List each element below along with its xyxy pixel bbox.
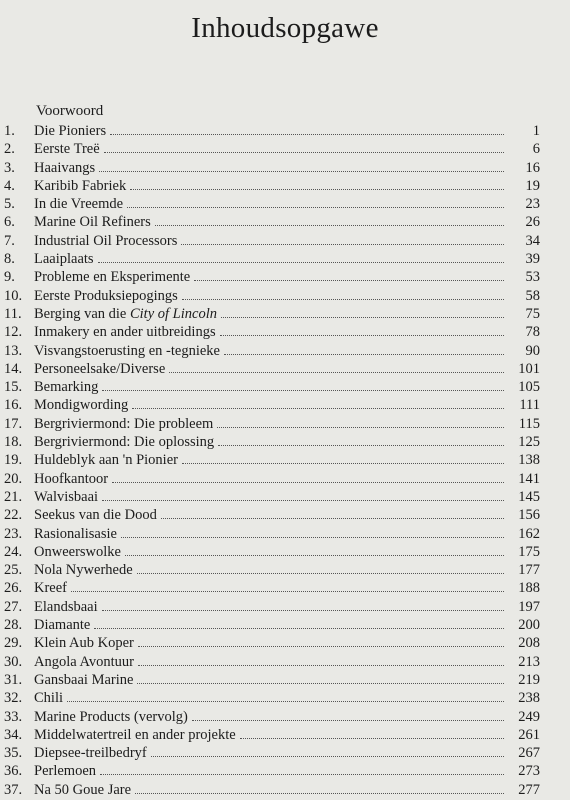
- chapter-title: Nola Nywerhede: [34, 562, 133, 579]
- chapter-number: 10.: [4, 287, 23, 304]
- toc-entry: [4, 634, 540, 652]
- dot-leader: [218, 444, 504, 446]
- toc-entry: [4, 342, 540, 360]
- chapter-number: 1.: [4, 123, 15, 139]
- chapter-title: Huldeblyk aan 'n Pionier: [34, 452, 178, 469]
- dot-leader: [112, 481, 504, 483]
- page-number: 175: [518, 543, 540, 560]
- page-number: 6: [532, 141, 540, 158]
- page-number: 90: [525, 342, 540, 359]
- chapter-title: Kreef: [34, 580, 68, 597]
- chapter-title: Karibib Fabriek: [34, 177, 127, 194]
- table-of-contents: [4, 122, 540, 799]
- chapter-title: Diepsee-treilbedryf: [34, 745, 147, 762]
- chapter-title: Seekus van die Dood: [34, 507, 157, 524]
- dot-leader: [102, 609, 504, 611]
- chapter-title: Laaiplaats: [34, 251, 94, 268]
- dot-leader: [220, 334, 504, 336]
- dot-leader: [67, 700, 504, 702]
- dot-leader: [169, 371, 504, 373]
- chapter-number: 26.: [4, 580, 23, 597]
- dot-leader: [104, 151, 504, 153]
- dot-leader: [217, 426, 504, 428]
- chapter-number: 36.: [4, 763, 23, 780]
- page-number: 249: [518, 708, 540, 725]
- toc-entry: [4, 305, 540, 323]
- toc-entry: [4, 470, 540, 488]
- toc-entry: [4, 744, 540, 762]
- chapter-number: 4.: [4, 177, 15, 194]
- dot-leader: [102, 389, 504, 391]
- chapter-number: 17.: [4, 415, 23, 432]
- page-number: 111: [519, 397, 540, 414]
- toc-entry: [4, 762, 540, 780]
- chapter-number: 9.: [4, 269, 15, 286]
- toc-entry: [4, 415, 540, 433]
- toc-entry: [4, 250, 540, 268]
- chapter-title: Haaivangs: [34, 159, 96, 176]
- page-number: 197: [518, 598, 540, 615]
- chapter-title: Chili: [34, 690, 64, 707]
- toc-entry: [4, 488, 540, 506]
- chapter-number: 3.: [4, 159, 15, 176]
- toc-entry: [4, 268, 540, 286]
- toc-entry: [4, 360, 540, 378]
- dot-leader: [127, 206, 504, 208]
- dot-leader: [182, 462, 504, 464]
- toc-entry: [4, 195, 540, 213]
- chapter-title: Angola Avontuur: [34, 653, 135, 670]
- page-number: 200: [518, 617, 540, 634]
- page-number: 277: [518, 781, 540, 798]
- toc-entry: [4, 451, 540, 469]
- toc-entry: [4, 598, 540, 616]
- toc-entry: [4, 378, 540, 396]
- chapter-number: 29.: [4, 635, 23, 652]
- chapter-number: 12.: [4, 324, 23, 341]
- chapter-title: Eerste Treë: [34, 141, 100, 158]
- chapter-title: Eerste Produksiepogings: [34, 287, 178, 304]
- dot-leader: [110, 133, 504, 135]
- chapter-number: 31.: [4, 671, 23, 688]
- toc-entry: [4, 122, 540, 140]
- dot-leader: [181, 243, 504, 245]
- toc-entry: [4, 671, 540, 689]
- chapter-title: Marine Products (vervolg): [34, 708, 188, 725]
- chapter-title: Berging van die City of Lincoln: [34, 305, 217, 322]
- dot-leader: [135, 792, 504, 794]
- chapter-title: Visvangstoerusting en -tegnieke: [34, 342, 220, 359]
- toc-entry: [4, 213, 540, 231]
- dot-leader: [130, 188, 504, 190]
- dot-leader: [102, 499, 504, 501]
- chapter-number: 33.: [4, 708, 23, 725]
- chapter-title: Klein Aub Koper: [34, 635, 134, 652]
- chapter-number: 34.: [4, 726, 23, 743]
- chapter-title: Probleme en Eksperimente: [34, 269, 191, 286]
- chapter-title: Bergriviermond: Die probleem: [34, 415, 214, 432]
- chapter-number: 37.: [4, 781, 23, 798]
- page-number: 145: [518, 488, 540, 505]
- dot-leader: [98, 261, 504, 263]
- chapter-title: Die Pioniers: [34, 123, 107, 139]
- dot-leader: [71, 590, 504, 592]
- page-number: 16: [525, 159, 540, 176]
- dot-leader: [221, 316, 504, 318]
- dot-leader: [99, 170, 504, 172]
- page-number: 219: [518, 671, 540, 688]
- chapter-title: In die Vreemde: [34, 196, 124, 213]
- page-number: 75: [525, 305, 540, 322]
- toc-entry: [4, 543, 540, 561]
- dot-leader: [161, 517, 504, 519]
- chapter-number: 27.: [4, 598, 23, 615]
- page-number: 188: [518, 580, 540, 597]
- page-number: 162: [518, 525, 540, 542]
- chapter-title: Hoofkantoor: [34, 470, 109, 487]
- dot-leader: [137, 682, 504, 684]
- chapter-title: Inmakery en ander uitbreidings: [34, 324, 216, 341]
- chapter-number: 6.: [4, 214, 15, 231]
- page-number: 177: [518, 562, 540, 579]
- chapter-number: 30.: [4, 653, 23, 670]
- toc-entry: [4, 323, 540, 341]
- chapter-title: Diamante: [34, 617, 91, 634]
- chapter-title: Walvisbaai: [34, 488, 99, 505]
- dot-leader: [125, 554, 504, 556]
- page-number: 23: [525, 196, 540, 213]
- dot-leader: [182, 298, 504, 300]
- chapter-title: Gansbaai Marine: [34, 671, 134, 688]
- page-number: 78: [525, 324, 540, 341]
- toc-entry: [4, 689, 540, 707]
- chapter-number: 2.: [4, 141, 15, 158]
- chapter-number: 15.: [4, 379, 23, 396]
- page-number: 141: [518, 470, 540, 487]
- dot-leader: [132, 407, 504, 409]
- chapter-number: 13.: [4, 342, 23, 359]
- page-title: Inhoudsopgawe: [191, 12, 379, 44]
- page-number: 125: [518, 434, 540, 451]
- chapter-title: Rasionalisasie: [34, 525, 117, 542]
- toc-entry: [4, 287, 540, 305]
- chapter-title: Onweerswolke: [34, 543, 121, 560]
- chapter-title: Marine Oil Refiners: [34, 214, 151, 231]
- chapter-number: 25.: [4, 562, 23, 579]
- page-number: 39: [525, 251, 540, 268]
- dot-leader: [137, 572, 504, 574]
- page-number: 208: [518, 635, 540, 652]
- toc-entry: [4, 506, 540, 524]
- chapter-number: 18.: [4, 434, 23, 451]
- toc-entry: [4, 616, 540, 634]
- page-number: 261: [518, 726, 540, 743]
- chapter-number: 32.: [4, 690, 23, 707]
- toc-entry: [4, 561, 540, 579]
- preface-entry: Voorwoord: [36, 103, 104, 119]
- toc-entry: [4, 781, 540, 799]
- page-number: 58: [525, 287, 540, 304]
- toc-entry: [4, 726, 540, 744]
- chapter-title: Bemarking: [34, 379, 99, 396]
- dot-leader: [240, 737, 504, 739]
- chapter-number: 35.: [4, 745, 23, 762]
- chapter-title: Elandsbaai: [34, 598, 98, 615]
- chapter-title: Industrial Oil Processors: [34, 232, 178, 249]
- page-number: 53: [525, 269, 540, 286]
- page-number: 19: [525, 177, 540, 194]
- page-number: 115: [518, 415, 540, 432]
- dot-leader: [151, 755, 504, 757]
- page-number: 267: [518, 745, 540, 762]
- page-number: 1: [532, 123, 540, 139]
- chapter-number: 24.: [4, 543, 23, 560]
- toc-entry: [4, 433, 540, 451]
- page-number: 26: [525, 214, 540, 231]
- toc-entry: [4, 177, 540, 195]
- page-number: 101: [518, 360, 540, 377]
- chapter-number: 19.: [4, 452, 23, 469]
- chapter-number: 7.: [4, 232, 15, 249]
- dot-leader: [138, 664, 504, 666]
- toc-entry: [4, 653, 540, 671]
- chapter-number: 5.: [4, 196, 15, 213]
- page-number: 156: [518, 507, 540, 524]
- chapter-title: Na 50 Goue Jare: [34, 781, 132, 798]
- dot-leader: [192, 719, 504, 721]
- dot-leader: [121, 536, 504, 538]
- toc-entry: [4, 579, 540, 597]
- dot-leader: [138, 645, 504, 647]
- toc-entry: [4, 396, 540, 414]
- chapter-number: 14.: [4, 360, 23, 377]
- toc-entry: [4, 159, 540, 177]
- ship-name: City of Lincoln: [129, 305, 217, 322]
- toc-entry: [4, 708, 540, 726]
- toc-entry: [4, 232, 540, 250]
- chapter-number: 22.: [4, 507, 23, 524]
- dot-leader: [94, 627, 504, 629]
- dot-leader: [194, 279, 504, 281]
- chapter-title: Bergriviermond: Die oplossing: [34, 434, 215, 451]
- chapter-title: Mondigwording: [34, 397, 129, 414]
- chapter-title: Middelwatertreil en ander projekte: [34, 726, 236, 743]
- page-number: 213: [518, 653, 540, 670]
- chapter-number: 23.: [4, 525, 23, 542]
- chapter-number: 16.: [4, 397, 23, 414]
- chapter-title: Perlemoen: [34, 763, 97, 780]
- page-number: 34: [525, 232, 540, 249]
- chapter-number: 28.: [4, 617, 23, 634]
- chapter-number: 11.: [4, 305, 22, 322]
- chapter-number: 20.: [4, 470, 23, 487]
- dot-leader: [155, 224, 504, 226]
- page-number: 138: [518, 452, 540, 469]
- chapter-number: 21.: [4, 488, 23, 505]
- toc-entry: [4, 140, 540, 158]
- dot-leader: [224, 353, 504, 355]
- page-number: 105: [518, 379, 540, 396]
- page-number: 273: [518, 763, 540, 780]
- toc-entry: [4, 525, 540, 543]
- dot-leader: [100, 773, 504, 775]
- chapter-number: 8.: [4, 251, 15, 268]
- page-number: 238: [518, 690, 540, 707]
- chapter-title: Personeelsake/Diverse: [34, 360, 166, 377]
